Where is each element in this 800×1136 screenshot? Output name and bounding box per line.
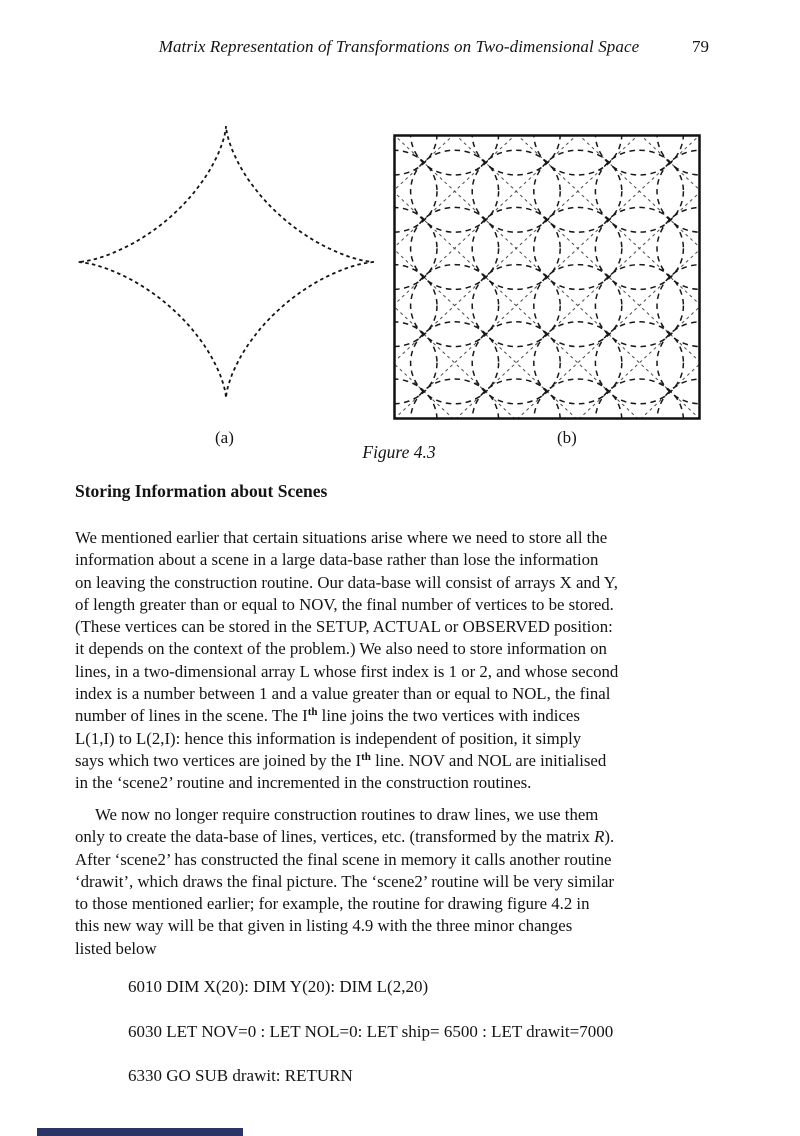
- text-line: number of lines in the scene. The Ith line joins the two vertices with indices: [75, 706, 580, 726]
- text-line: in the ‘scene2’ routine and incremented in the construction routines.: [75, 773, 532, 793]
- text-line: We mentioned earlier that certain situations arise where we need to store all the: [75, 528, 608, 547]
- text-line: listed below: [75, 938, 157, 958]
- text-line: L(1,I) to L(2,I): hence this information is independent of position, it simply: [75, 728, 582, 748]
- text-line: of length greater than or equal to NOV, the final number of vertices to be stored.: [75, 594, 614, 614]
- figure-label-a: (a): [215, 428, 234, 447]
- text-line: this new way will be that given in listing 4.9 with the three minor changes: [75, 916, 573, 936]
- text-line: only to create the data-base of lines, vertices, etc. (transformed by the matrix R).: [75, 827, 615, 847]
- figure-caption-row: [75, 428, 723, 468]
- text-line: it depends on the context of the problem.) We also need to store information on: [75, 639, 607, 659]
- running-head-title: Matrix Representation of Transformations on Two-dimensional Space: [158, 37, 640, 56]
- page-header: [75, 37, 723, 61]
- text-line: on leaving the construction routine. Our data-base will consist of arrays X and Y,: [75, 572, 618, 592]
- text-line: says which two vertices are joined by the Ith line. NOV and NOL are initialised: [75, 750, 607, 770]
- figure-b-pattern: [393, 134, 701, 420]
- text-line: After ‘scene2’ has constructed the final scene in memory it calls another routine: [75, 849, 612, 869]
- section-heading: Storing Information about Scenes: [75, 481, 328, 501]
- code-line: 6030 LET NOV=0 : LET NOL=0: LET ship= 6500 : LET drawit=7000: [128, 1021, 614, 1041]
- figure-caption: Figure 4.3: [362, 442, 436, 462]
- paragraph-1: [75, 527, 725, 795]
- bottom-bar: [37, 1128, 243, 1136]
- text-line: information about a scene in a large data-base rather than lose the information: [75, 550, 599, 570]
- text-line: We now no longer require construction routines to draw lines, we use them: [95, 805, 599, 824]
- code-line: 6330 GO SUB drawit: RETURN: [128, 1066, 353, 1085]
- text-line: to those mentioned earlier; for example, the routine for drawing figure 4.2 in: [75, 894, 590, 914]
- code-listing: [128, 977, 613, 1111]
- figure-label-b: (b): [557, 428, 577, 447]
- page-number: 79: [692, 37, 709, 56]
- code-line: 6010 DIM X(20): DIM Y(20): DIM L(2,20): [128, 977, 429, 996]
- text-line: lines, in a two-dimensional array L whose first index is 1 or 2, and whose second: [75, 661, 619, 681]
- figure-a-astroid: [60, 116, 382, 408]
- text-line: index is a number between 1 and a value greater than or equal to NOL, the final: [75, 684, 611, 704]
- text-line: ‘drawit’, which draws the final picture. The ‘scene2’ routine will be very similar: [75, 871, 614, 891]
- paragraph-2: [75, 804, 725, 960]
- text-line: (These vertices can be stored in the SETUP, ACTUAL or OBSERVED position:: [75, 617, 613, 637]
